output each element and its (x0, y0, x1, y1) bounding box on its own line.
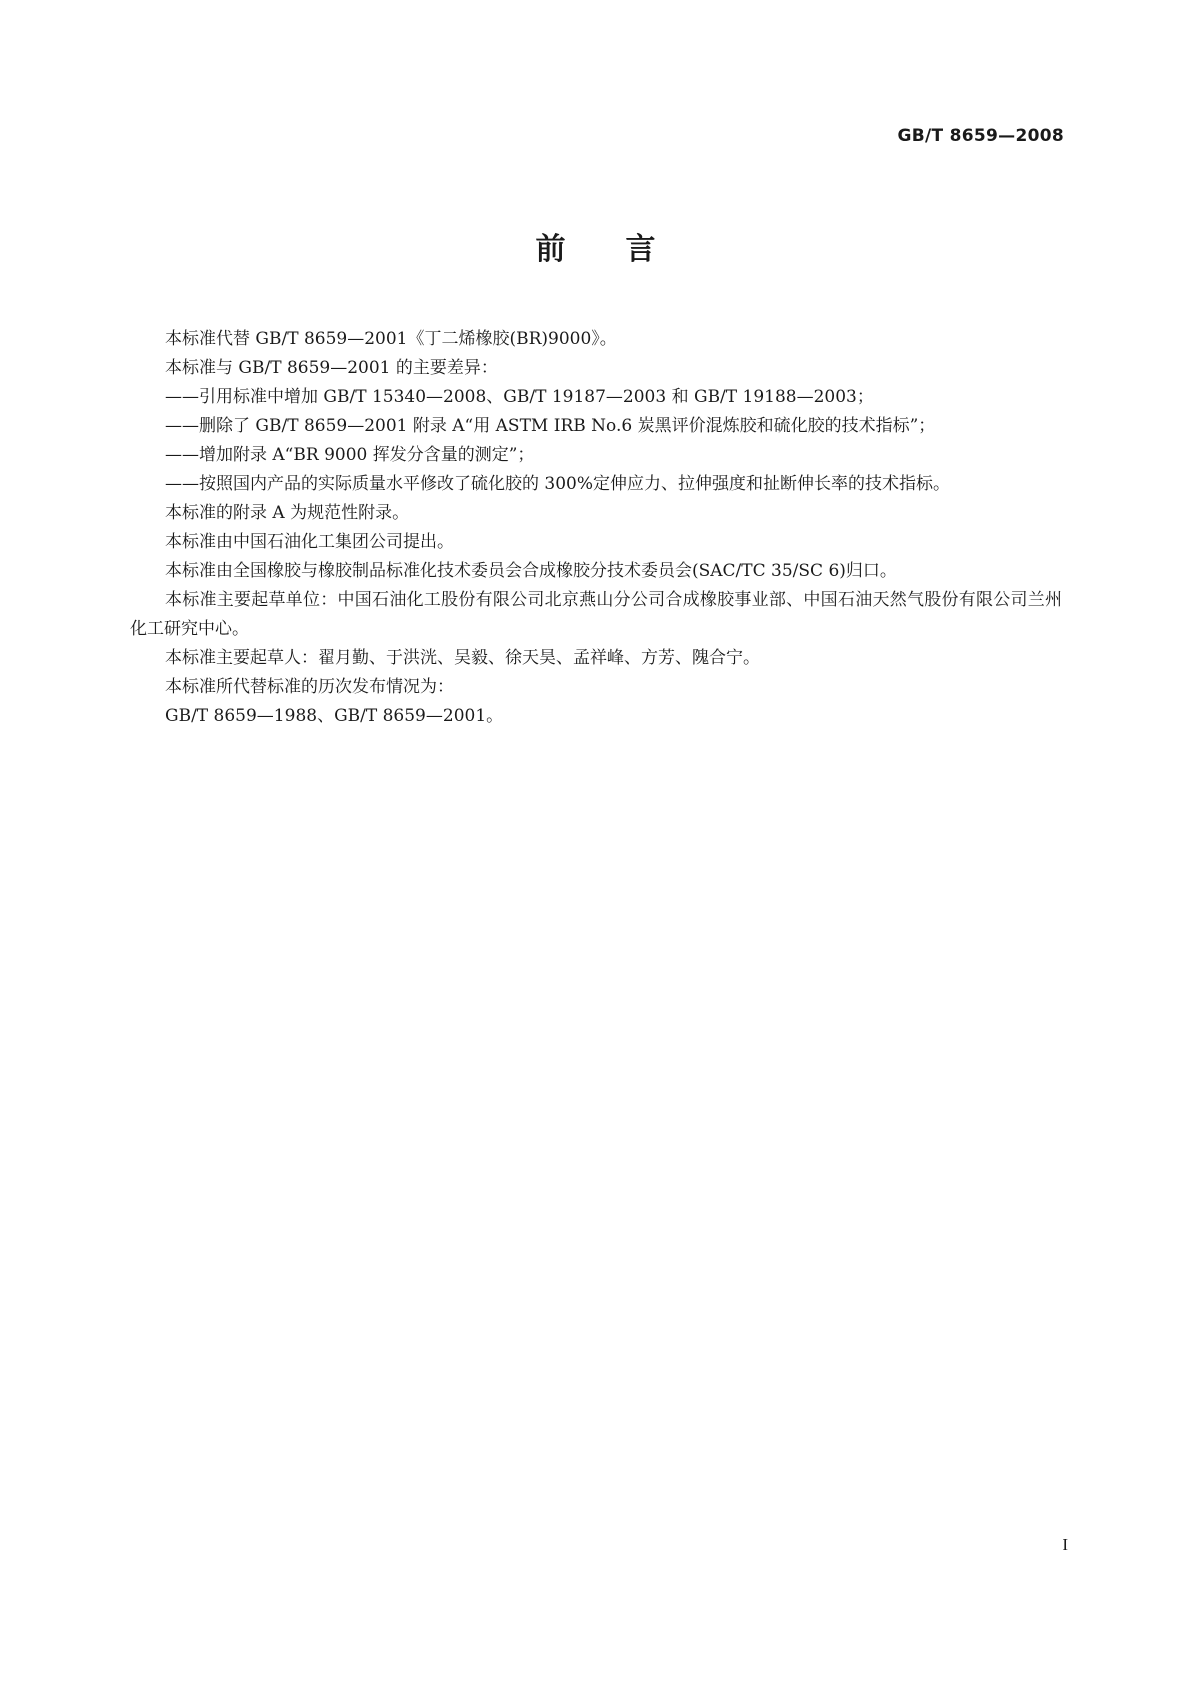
paragraph-history-intro: 本标准所代替标准的历次发布情况为： (165, 677, 454, 697)
paragraph-history-editions: GB/T 8659—1988、GB/T 8659—2001。 (165, 706, 504, 726)
paragraph-drafters: 本标准主要起草人：翟月勤、于洪洸、吴毅、徐天昊、孟祥峰、方芳、隗合宁。 (165, 648, 760, 668)
paragraph-annex-normative: 本标准的附录 A 为规范性附录。 (165, 503, 410, 523)
paragraph-main-differences: 本标准与 GB/T 8659—2001 的主要差异： (165, 358, 498, 378)
difference-item-references: ——引用标准中增加 GB/T 15340—2008、GB/T 19187—2003 和 GB/T 19188—2003； (165, 387, 874, 407)
difference-item-deleted-annex: ——删除了 GB/T 8659—2001 附录 A“用 ASTM IRB No.6 炭黑评价混炼胶和硫化胶的技术指标”； (165, 416, 936, 436)
paragraph-proposed-by: 本标准由中国石油化工集团公司提出。 (165, 532, 454, 552)
page-number: I (1062, 1535, 1068, 1554)
difference-item-added-annex: ——增加附录 A“BR 9000 挥发分含量的测定”； (165, 445, 535, 465)
paragraph-centralized-by: 本标准由全国橡胶与橡胶制品标准化技术委员会合成橡胶分技术委员会(SAC/TC 35/SC 6)归口。 (165, 561, 897, 581)
document-body (130, 325, 1062, 731)
difference-item-modified-indicators: ——按照国内产品的实际质量水平修改了硫化胶的 300%定伸应力、拉伸强度和扯断伸长率的技术指标。 (165, 474, 951, 494)
paragraph-replaces: 本标准代替 GB/T 8659—2001《丁二烯橡胶(BR)9000》。 (165, 329, 617, 349)
standard-number: GB/T 8659—2008 (897, 126, 1064, 146)
paragraph-drafting-units: 本标准主要起草单位：中国石油化工股份有限公司北京燕山分公司合成橡胶事业部、中国石油天然气股份有限公司兰州化工研究中心。 (130, 590, 1062, 639)
page-title: 前言 (535, 232, 716, 267)
